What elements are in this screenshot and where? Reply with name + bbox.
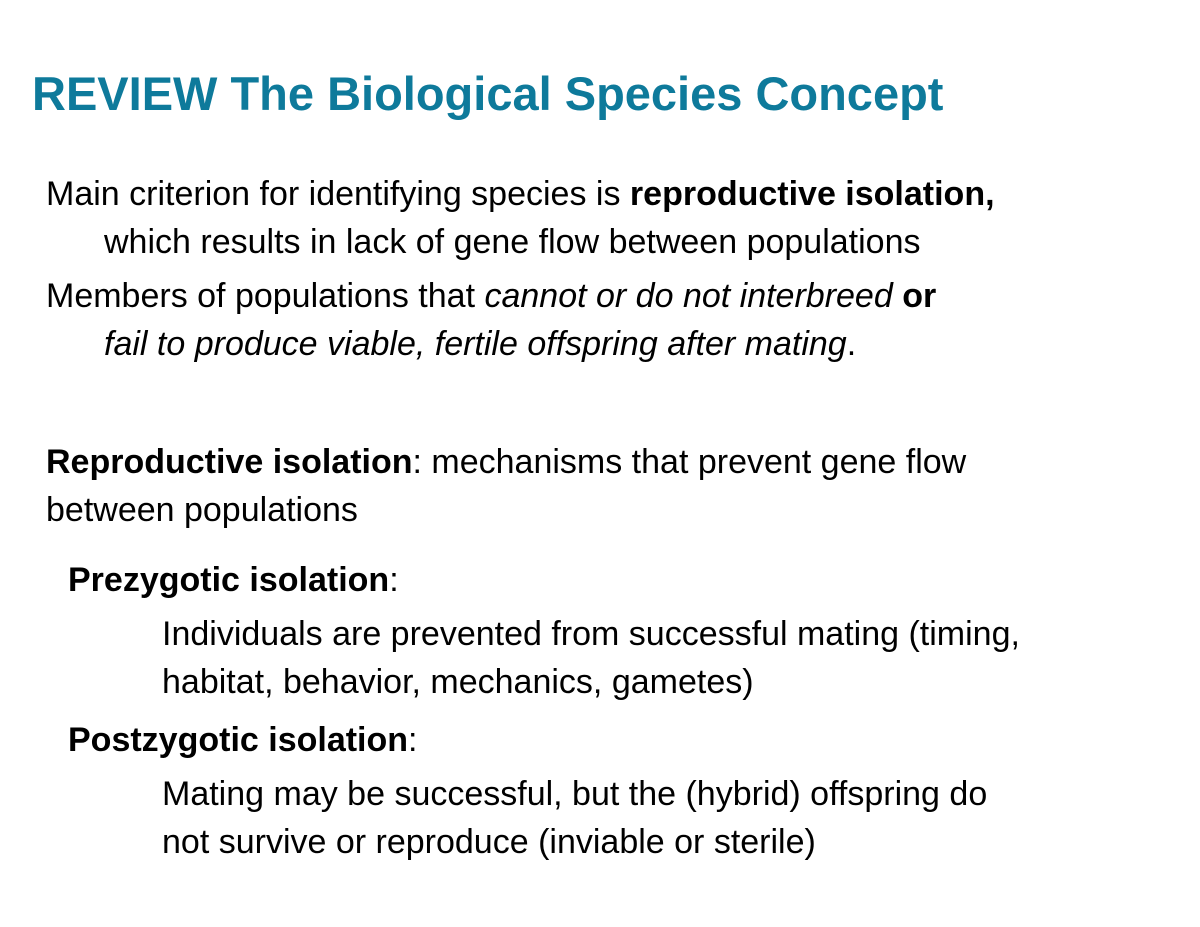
members-italic-phrase-2: fail to produce viable, fertile offspring after mating [104, 325, 847, 363]
prezygotic-colon: : [389, 561, 399, 599]
postzygotic-heading [68, 716, 987, 764]
members-line-1 [46, 272, 936, 320]
definition-line-2: between populations [46, 491, 358, 529]
postzygotic-term: Postzygotic isolation [68, 721, 409, 759]
prezygotic-term: Prezygotic isolation [68, 561, 390, 599]
slide-title: REVIEW The Biological Species Concept [32, 67, 944, 120]
prezygotic-heading [68, 556, 1020, 604]
members-italic-phrase: cannot or do not interbreed [484, 277, 893, 315]
criterion-text: Main criterion for identifying species is [46, 175, 630, 213]
criterion-paragraph [46, 170, 995, 266]
criterion-line-1 [46, 170, 995, 218]
prezygotic-desc-line-2: habitat, behavior, mechanics, gametes) [162, 663, 754, 701]
definition-term: Reproductive isolation [46, 443, 413, 481]
criterion-term: reproductive isolation, [629, 175, 995, 213]
members-paragraph [46, 272, 936, 368]
prezygotic-section [68, 556, 1020, 706]
members-period: . [846, 325, 857, 363]
prezygotic-desc-line-1: Individuals are prevented from successful mating (timing, [162, 615, 1020, 653]
definition-line-1 [46, 438, 966, 486]
definition-text: : mechanisms that prevent gene flow [412, 443, 967, 481]
criterion-line-2: which results in lack of gene flow between populations [104, 223, 921, 261]
members-text: Members of populations that [46, 277, 485, 315]
members-or: or [892, 277, 937, 315]
members-line-2 [46, 320, 936, 368]
postzygotic-section [68, 716, 987, 866]
postzygotic-desc-line-2: not survive or reproduce (inviable or sterile) [162, 823, 816, 861]
definition-paragraph [46, 438, 966, 534]
postzygotic-colon: : [408, 721, 418, 759]
postzygotic-desc-line-1: Mating may be successful, but the (hybrid) offspring do [162, 775, 988, 813]
